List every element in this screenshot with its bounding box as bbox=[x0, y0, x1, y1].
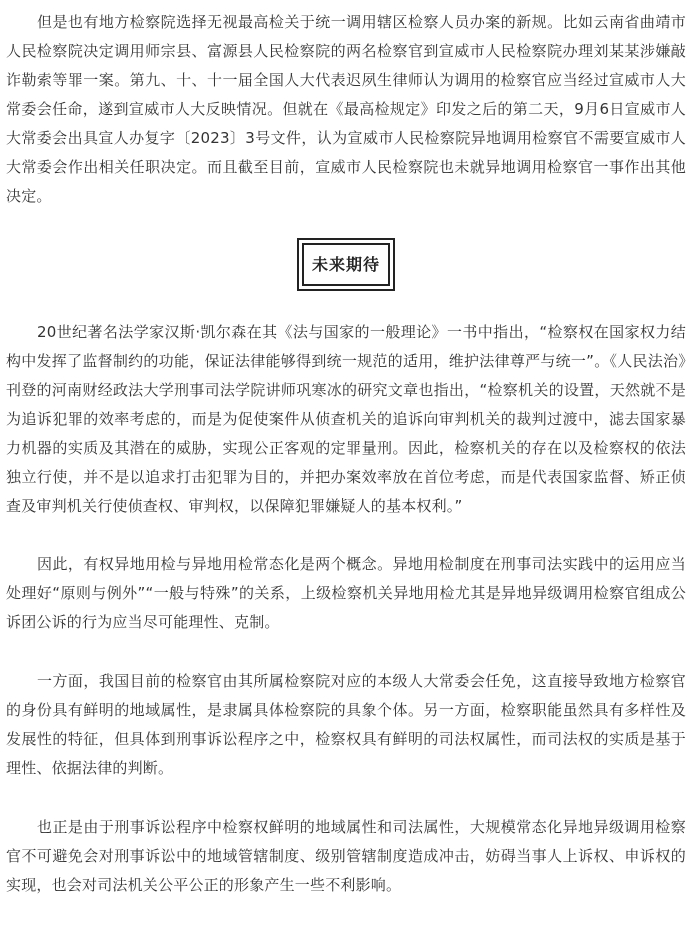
section-heading-wrapper bbox=[6, 238, 686, 291]
article-paragraph-1: 但是也有地方检察院选择无视最高检关于统一调用辖区检察人员办案的新规。比如云南省曲靖市人民检察院决定调用师宗县、富源县人民检察院的两名检察官到宣威市人民检察院办理刘某某涉嫌敲诈勒索等罪一案。第九、十、十一届全国人大代表迟夙生律师认为调用的检察官应当经过宣威市人大常委会任命，遂到宣威市人大反映情况。但就在《最高检规定》印发之后的第二天，9月6日宣威市人大常委会出具宣人办复字〔2023〕3号文件，认为宣威市人民检察院异地调用检察官不需要宣威市人大常委会作出相关任职决定。而且截至目前，宣威市人民检察院也未就异地调用检察官一事作出其他决定。 bbox=[6, 13, 686, 205]
article-paragraph-3: 因此，有权异地用检与异地用检常态化是两个概念。异地用检制度在刑事司法实践中的运用应当处理好“原则与例外”“一般与特殊”的关系，上级检察机关异地用检尤其是异地异级调用检察官组成公诉团公诉的行为应当尽可能理性、克制。 bbox=[6, 555, 686, 631]
section-heading: 未来期待 bbox=[302, 243, 390, 286]
section-heading-frame bbox=[297, 238, 395, 291]
article-body bbox=[6, 8, 686, 930]
article-paragraph-2: 20世纪著名法学家汉斯·凯尔森在其《法与国家的一般理论》一书中指出，“检察权在国家权力结构中发挥了监督制约的功能，保证法律能够得到统一规范的适用，维护法律尊严与统一”。《人民法治》刊登的河南财经政法大学刑事司法学院讲师巩寒冰的研究文章也指出，“检察机关的设置，天然就不是为追诉犯罪的效率考虑的，而是为促使案件从侦查机关的追诉向审判机关的裁判过渡中，滤去国家暴力机器的实质及其潜在的威胁，实现公正客观的定罪量刑。因此，检察机关的存在以及检察权的依法独立行使，并不是以追求打击犯罪为目的，并把办案效率放在首位考虑，而是代表国家监督、矫正侦查及审判机关行使侦查权、审判权，以保障犯罪嫌疑人的基本权利。” bbox=[6, 323, 686, 515]
article-paragraph-4: 一方面，我国目前的检察官由其所属检察院对应的本级人大常委会任免，这直接导致地方检察官的身份具有鲜明的地域属性，是隶属具体检察院的具象个体。另一方面，检察职能虽然具有多样性及发展性的特征，但具体到刑事诉讼程序之中，检察权具有鲜明的司法权属性，而司法权的实质是基于理性、依据法律的判断。 bbox=[6, 672, 686, 777]
article-paragraph-5: 也正是由于刑事诉讼程序中检察权鲜明的地域属性和司法属性，大规模常态化异地异级调用检察官不可避免会对刑事诉讼中的地域管辖制度、级别管辖制度造成冲击，妨碍当事人上诉权、申诉权的实现，也会对司法机关公平公正的形象产生一些不利影响。 bbox=[6, 818, 686, 894]
